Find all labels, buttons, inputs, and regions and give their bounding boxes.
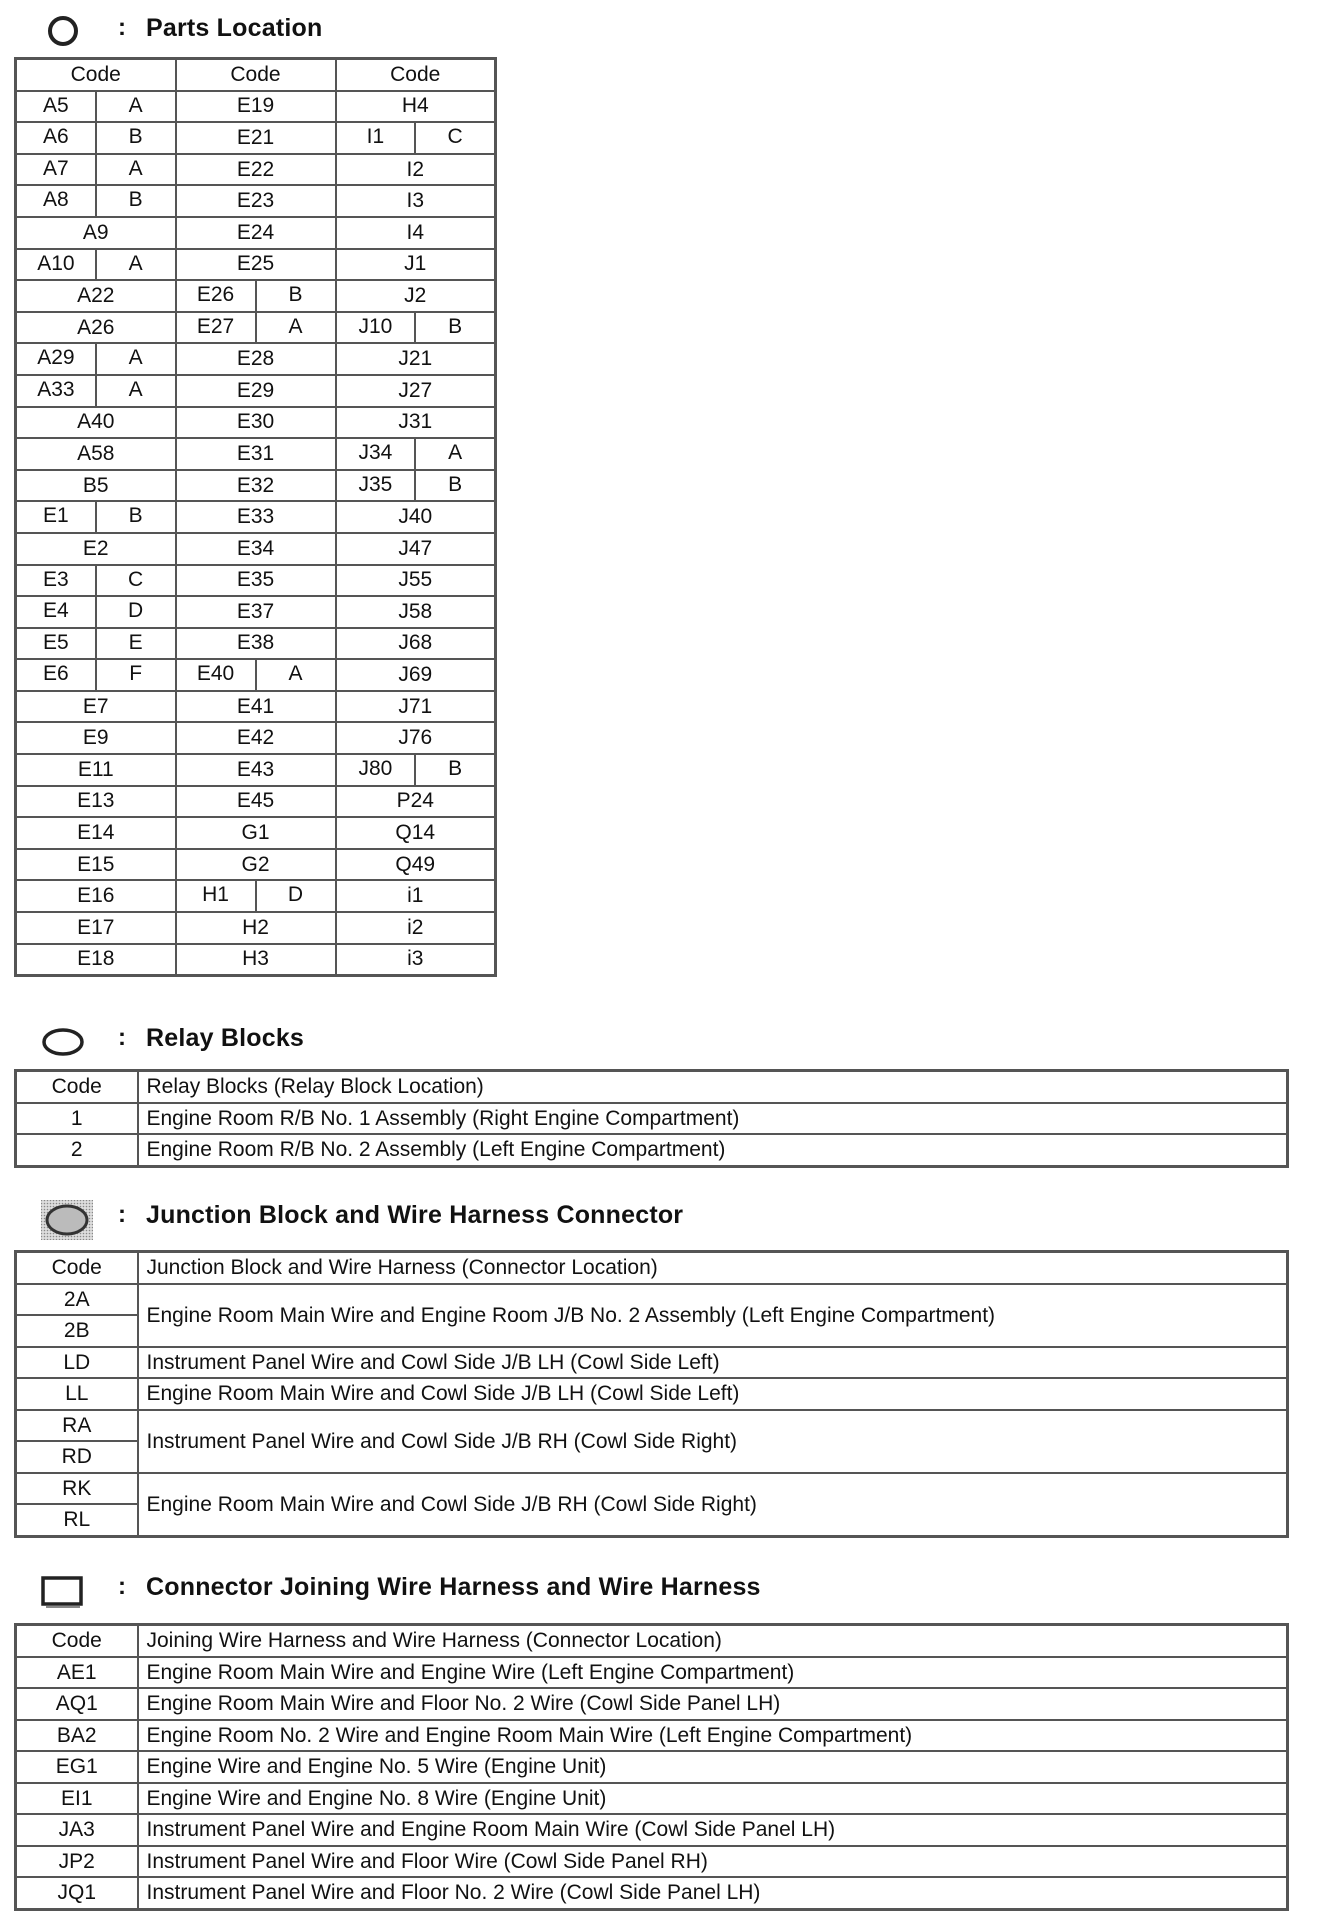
- code-pair: [17, 566, 175, 596]
- table-row: [16, 786, 496, 818]
- table-row: [16, 1134, 1288, 1166]
- colon: :: [118, 1201, 126, 1228]
- part-code: A8: [17, 186, 97, 216]
- table-row: [16, 533, 496, 565]
- table-row: [16, 1657, 1288, 1689]
- table-row: [16, 470, 496, 502]
- part-code: E32: [176, 470, 336, 502]
- table-row: [16, 691, 496, 723]
- part-code: J69: [336, 659, 496, 691]
- connector-letter: B: [448, 314, 463, 338]
- connector-letter: B: [448, 472, 463, 496]
- code-pair: [337, 439, 495, 469]
- connector-letter: F: [129, 662, 143, 686]
- code-cell: [16, 628, 176, 660]
- part-code: A33: [17, 376, 97, 406]
- code-header: Code: [16, 1071, 138, 1103]
- table-row: [16, 122, 496, 154]
- code-cell: [16, 185, 176, 217]
- part-code: E40: [177, 660, 257, 690]
- code-pair: [17, 186, 175, 216]
- connector-letter: C: [447, 125, 463, 149]
- description-cell: Engine Room Main Wire and Engine Room J/B No. 2 Assembly (Left Engine Compartment): [138, 1284, 1288, 1347]
- part-code: E19: [176, 91, 336, 123]
- junction-block-heading: [0, 1199, 1328, 1239]
- part-code: A5: [17, 92, 97, 122]
- part-code: E9: [16, 722, 176, 754]
- part-code: E34: [176, 533, 336, 565]
- part-code: E42: [176, 722, 336, 754]
- part-code: E21: [176, 122, 336, 154]
- part-code: E43: [176, 754, 336, 786]
- part-code: E38: [176, 628, 336, 660]
- column-header: Code: [176, 59, 336, 91]
- part-code: B5: [16, 470, 176, 502]
- connector-letter: B: [128, 504, 143, 528]
- code-cell: [336, 312, 496, 344]
- connector-letter: A: [128, 93, 143, 117]
- table-row: [16, 565, 496, 597]
- part-code: E14: [16, 817, 176, 849]
- code-pair: [17, 344, 175, 374]
- code-cell: RA: [16, 1410, 138, 1442]
- part-code: J47: [336, 533, 496, 565]
- part-code: E5: [17, 629, 97, 659]
- part-code: H4: [336, 91, 496, 123]
- part-code: E28: [176, 343, 336, 375]
- part-code: E3: [17, 566, 97, 596]
- table-row: [16, 407, 496, 439]
- code-cell: EI1: [16, 1783, 138, 1815]
- table-row: [16, 1814, 1288, 1846]
- colon: :: [118, 1024, 126, 1051]
- description-cell: Engine Room R/B No. 1 Assembly (Right Engine Compartment): [138, 1103, 1288, 1135]
- part-code: E45: [176, 786, 336, 818]
- part-code: I1: [337, 123, 417, 153]
- description-cell: Engine Wire and Engine No. 5 Wire (Engine Unit): [138, 1751, 1288, 1783]
- colon: :: [118, 14, 126, 41]
- table-row: [16, 628, 496, 660]
- column-header: Code: [336, 59, 496, 91]
- table-row: [16, 1720, 1288, 1752]
- circle-outline-icon: [46, 14, 80, 48]
- code-header: Code: [16, 1252, 138, 1284]
- description-header: Junction Block and Wire Harness (Connector Location): [138, 1252, 1288, 1284]
- connector-letter: A: [128, 156, 143, 180]
- connector-letter: A: [288, 314, 303, 338]
- table-row: [16, 880, 496, 912]
- code-cell: 2B: [16, 1315, 138, 1347]
- part-code: H1: [177, 881, 257, 911]
- code-cell: [16, 659, 176, 691]
- description-header: Joining Wire Harness and Wire Harness (Connector Location): [138, 1625, 1288, 1657]
- code-cell: LL: [16, 1378, 138, 1410]
- table-row: [16, 754, 496, 786]
- code-pair: [177, 881, 335, 911]
- table-header-row: [16, 1252, 1288, 1284]
- part-code: A22: [16, 280, 176, 312]
- table-row: [16, 944, 496, 976]
- table-row: [16, 1378, 1288, 1410]
- connector-letter: A: [128, 346, 143, 370]
- part-code: E30: [176, 407, 336, 439]
- table-row: [16, 185, 496, 217]
- connector-letter: D: [287, 883, 304, 907]
- code-cell: JQ1: [16, 1877, 138, 1909]
- parts-location-table: [14, 57, 497, 977]
- shaded-oval-icon: [40, 1199, 94, 1241]
- code-cell: RD: [16, 1441, 138, 1473]
- part-code: G1: [176, 817, 336, 849]
- part-code: J80: [337, 755, 417, 785]
- part-code: A9: [16, 217, 176, 249]
- description-cell: Instrument Panel Wire and Cowl Side J/B LH (Cowl Side Left): [138, 1347, 1288, 1379]
- code-pair: [177, 313, 335, 343]
- section-title: Parts Location: [146, 14, 323, 42]
- code-cell: [336, 438, 496, 470]
- table-row: [16, 91, 496, 123]
- column-header: Code: [16, 59, 176, 91]
- section-title: Junction Block and Wire Harness Connector: [146, 1201, 684, 1229]
- part-code: A7: [17, 155, 97, 185]
- code-pair: [177, 660, 335, 690]
- code-cell: [16, 343, 176, 375]
- connector-letter: B: [448, 757, 463, 781]
- part-code: E26: [177, 281, 257, 311]
- part-code: J68: [336, 628, 496, 660]
- part-code: I2: [336, 154, 496, 186]
- description-header: Relay Blocks (Relay Block Location): [138, 1071, 1288, 1103]
- table-row: [16, 596, 496, 628]
- code-cell: [16, 596, 176, 628]
- table-row: [16, 1783, 1288, 1815]
- code-cell: 2: [16, 1134, 138, 1166]
- code-cell: 2A: [16, 1284, 138, 1316]
- part-code: i1: [336, 880, 496, 912]
- connector-letter: C: [128, 567, 144, 591]
- part-code: E16: [16, 880, 176, 912]
- part-code: E13: [16, 786, 176, 818]
- part-code: E4: [17, 597, 97, 627]
- table-row: [16, 1751, 1288, 1783]
- part-code: E23: [176, 185, 336, 217]
- connector-letter: E: [128, 630, 143, 654]
- code-pair: [17, 502, 175, 532]
- description-cell: Instrument Panel Wire and Floor Wire (Cowl Side Panel RH): [138, 1846, 1288, 1878]
- description-cell: Engine Room Main Wire and Engine Wire (Left Engine Compartment): [138, 1657, 1288, 1689]
- code-cell: EG1: [16, 1751, 138, 1783]
- code-pair: [337, 755, 495, 785]
- joining-connector-heading: [0, 1571, 1328, 1611]
- code-pair: [337, 313, 495, 343]
- part-code: E37: [176, 596, 336, 628]
- description-cell: Instrument Panel Wire and Floor No. 2 Wire (Cowl Side Panel LH): [138, 1877, 1288, 1909]
- connector-letter: A: [128, 251, 143, 275]
- table-row: [16, 249, 496, 281]
- part-code: E41: [176, 691, 336, 723]
- part-code: J40: [336, 501, 496, 533]
- part-code: E11: [16, 754, 176, 786]
- relay-blocks-heading: [0, 1022, 1328, 1062]
- part-code: E6: [17, 660, 97, 690]
- part-code: E33: [176, 501, 336, 533]
- part-code: A58: [16, 438, 176, 470]
- part-code: E7: [16, 691, 176, 723]
- connector-letter: A: [288, 662, 303, 686]
- connector-letter: B: [128, 188, 143, 212]
- code-pair: [337, 471, 495, 501]
- description-cell: Engine Room R/B No. 2 Assembly (Left Engine Compartment): [138, 1134, 1288, 1166]
- table-row: [16, 849, 496, 881]
- table-row: [16, 1410, 1288, 1442]
- table-row: [16, 280, 496, 312]
- table-row: [16, 343, 496, 375]
- description-cell: Engine Room Main Wire and Cowl Side J/B RH (Cowl Side Right): [138, 1473, 1288, 1537]
- table-row: [16, 217, 496, 249]
- table-header-row: [16, 59, 496, 91]
- part-code: A6: [17, 123, 97, 153]
- code-cell: [336, 754, 496, 786]
- code-cell: RL: [16, 1504, 138, 1536]
- part-code: P24: [336, 786, 496, 818]
- part-code: J58: [336, 596, 496, 628]
- code-cell: AQ1: [16, 1688, 138, 1720]
- description-cell: Instrument Panel Wire and Engine Room Main Wire (Cowl Side Panel LH): [138, 1814, 1288, 1846]
- part-code: J35: [337, 471, 417, 501]
- part-code: H2: [176, 912, 336, 944]
- code-cell: 1: [16, 1103, 138, 1135]
- part-code: A10: [17, 250, 97, 280]
- description-cell: Engine Room No. 2 Wire and Engine Room Main Wire (Left Engine Compartment): [138, 1720, 1288, 1752]
- table-row: [16, 375, 496, 407]
- code-cell: [176, 280, 336, 312]
- part-code: I3: [336, 185, 496, 217]
- code-cell: [16, 154, 176, 186]
- part-code: E17: [16, 912, 176, 944]
- table-row: [16, 438, 496, 470]
- part-code: E18: [16, 944, 176, 976]
- part-code: J55: [336, 565, 496, 597]
- code-cell: [16, 91, 176, 123]
- description-cell: Instrument Panel Wire and Cowl Side J/B RH (Cowl Side Right): [138, 1410, 1288, 1473]
- code-pair: [17, 250, 175, 280]
- code-cell: JP2: [16, 1846, 138, 1878]
- code-cell: [16, 565, 176, 597]
- table-row: [16, 501, 496, 533]
- part-code: J76: [336, 722, 496, 754]
- part-code: E22: [176, 154, 336, 186]
- code-cell: [176, 312, 336, 344]
- code-pair: [337, 123, 495, 153]
- description-cell: Engine Room Main Wire and Floor No. 2 Wire (Cowl Side Panel LH): [138, 1688, 1288, 1720]
- table-row: [16, 1473, 1288, 1505]
- junction-block-table: [14, 1250, 1289, 1538]
- code-cell: [336, 122, 496, 154]
- part-code: Q49: [336, 849, 496, 881]
- section-title: Connector Joining Wire Harness and Wire Harness: [146, 1573, 761, 1601]
- table-row: [16, 1877, 1288, 1909]
- code-pair: [17, 92, 175, 122]
- table-row: [16, 154, 496, 186]
- part-code: E25: [176, 249, 336, 281]
- part-code: G2: [176, 849, 336, 881]
- colon: :: [118, 1573, 126, 1600]
- code-pair: [17, 597, 175, 627]
- table-row: [16, 1103, 1288, 1135]
- part-code: J2: [336, 280, 496, 312]
- part-code: A40: [16, 407, 176, 439]
- connector-letter: A: [448, 441, 463, 465]
- part-code: J34: [337, 439, 417, 469]
- code-pair: [177, 281, 335, 311]
- code-cell: RK: [16, 1473, 138, 1505]
- table-row: [16, 659, 496, 691]
- table-row: [16, 722, 496, 754]
- part-code: E1: [17, 502, 97, 532]
- code-pair: [17, 376, 175, 406]
- code-header: Code: [16, 1625, 138, 1657]
- part-code: J21: [336, 343, 496, 375]
- table-row: [16, 312, 496, 344]
- part-code: i2: [336, 912, 496, 944]
- joining-connector-table: [14, 1623, 1289, 1911]
- code-cell: [16, 375, 176, 407]
- rectangle-outline-icon: [40, 1575, 84, 1609]
- section-title: Relay Blocks: [146, 1024, 305, 1052]
- code-pair: [17, 123, 175, 153]
- table-header-row: [16, 1071, 1288, 1103]
- table-row: [16, 912, 496, 944]
- part-code: J31: [336, 407, 496, 439]
- part-code: E24: [176, 217, 336, 249]
- code-pair: [17, 155, 175, 185]
- part-code: E29: [176, 375, 336, 407]
- part-code: J10: [337, 313, 417, 343]
- description-cell: Engine Wire and Engine No. 8 Wire (Engine Unit): [138, 1783, 1288, 1815]
- code-cell: [176, 880, 336, 912]
- parts-location-heading: [0, 12, 1328, 52]
- code-pair: [17, 660, 175, 690]
- part-code: H3: [176, 944, 336, 976]
- code-cell: AE1: [16, 1657, 138, 1689]
- part-code: A26: [16, 312, 176, 344]
- description-cell: Engine Room Main Wire and Cowl Side J/B LH (Cowl Side Left): [138, 1378, 1288, 1410]
- part-code: A29: [17, 344, 97, 374]
- table-row: [16, 1284, 1288, 1316]
- code-pair: [17, 629, 175, 659]
- part-code: J1: [336, 249, 496, 281]
- code-cell: JA3: [16, 1814, 138, 1846]
- code-cell: BA2: [16, 1720, 138, 1752]
- table-row: [16, 1846, 1288, 1878]
- relay-blocks-table: [14, 1069, 1289, 1168]
- part-code: I4: [336, 217, 496, 249]
- part-code: E35: [176, 565, 336, 597]
- part-code: J71: [336, 691, 496, 723]
- part-code: E2: [16, 533, 176, 565]
- part-code: E27: [177, 313, 257, 343]
- connector-letter: B: [128, 125, 143, 149]
- table-header-row: [16, 1625, 1288, 1657]
- connector-letter: B: [288, 283, 303, 307]
- part-code: J27: [336, 375, 496, 407]
- code-cell: LD: [16, 1347, 138, 1379]
- code-cell: [16, 249, 176, 281]
- part-code: E15: [16, 849, 176, 881]
- code-cell: [176, 659, 336, 691]
- table-row: [16, 817, 496, 849]
- oval-outline-icon: [40, 1026, 86, 1058]
- part-code: E31: [176, 438, 336, 470]
- code-cell: [16, 501, 176, 533]
- code-cell: [16, 122, 176, 154]
- connector-letter: D: [128, 599, 144, 623]
- table-row: [16, 1347, 1288, 1379]
- connector-letter: A: [128, 377, 143, 401]
- table-row: [16, 1688, 1288, 1720]
- part-code: Q14: [336, 817, 496, 849]
- part-code: i3: [336, 944, 496, 976]
- code-cell: [336, 470, 496, 502]
